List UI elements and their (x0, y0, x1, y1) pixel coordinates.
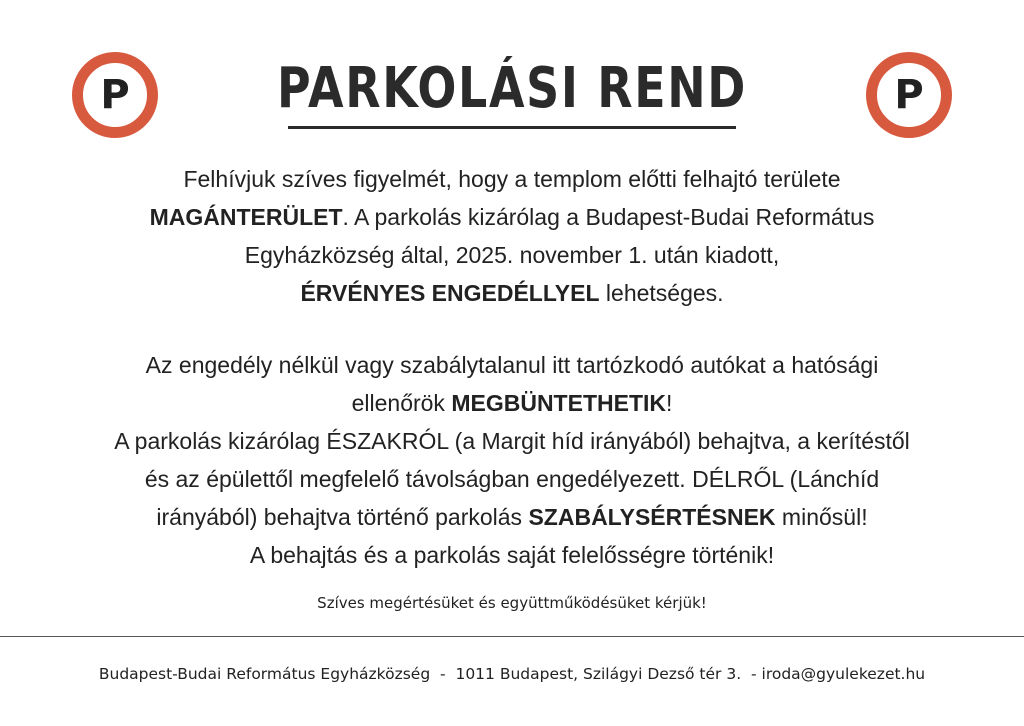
emphasis-violation: SZABÁLYSÉRTÉSNEK (528, 504, 776, 530)
text-span: . A parkolás kizárólag a Budapest-Budai Református (342, 204, 875, 230)
emphasis-valid-permit: ÉRVÉNYES ENGEDÉLLYEL (300, 280, 600, 306)
text-line (30, 198, 994, 236)
text-span: lehetséges. (599, 280, 724, 306)
closing-line: Szíves megértésüket és együttműködésüket kérjük! (317, 594, 707, 612)
emphasis-fine: MEGBÜNTETHETIK (451, 390, 666, 416)
notice-paragraph-2 (30, 346, 994, 574)
footer-divider (0, 636, 1024, 637)
text-line: Egyházközség által, 2025. november 1. után kiadott, (244, 242, 780, 268)
text-span: minősül! (775, 504, 868, 530)
title-underline (288, 126, 736, 129)
text-line (30, 274, 994, 312)
notice-paragraph-1 (30, 160, 994, 312)
page-title: PARKOLÁSI REND (276, 56, 748, 121)
text-span: irányából) behajtva történő parkolás (156, 504, 529, 530)
text-line: A parkolás kizárólag ÉSZAKRÓL (a Margit híd irányából) behajtva, a kerítéstől (114, 428, 910, 454)
footer-contact: Budapest-Budai Református Egyházközség - 1011 Budapest, Szilágyi Dezső tér 3. - iroda@gyulekezet.hu (98, 665, 926, 683)
text-line (30, 498, 994, 536)
parking-sign-label: P (100, 72, 130, 118)
text-line: és az épülettől megfelelő távolságban engedélyezett. DÉLRŐL (Lánchíd (144, 466, 880, 492)
text-span: ! (666, 390, 673, 416)
parking-sign-label: P (894, 72, 924, 118)
text-line: Felhívjuk szíves figyelmét, hogy a templom előtti felhajtó területe (183, 166, 841, 192)
text-span: ellenőrök (351, 390, 452, 416)
text-line: A behajtás és a parkolás saját felelősségre történik! (249, 542, 775, 568)
emphasis-private-area: MAGÁNTERÜLET (149, 204, 343, 230)
text-line (30, 384, 994, 422)
text-line: Az engedély nélkül vagy szabálytalanul itt tartózkodó autókat a hatósági (145, 352, 879, 378)
